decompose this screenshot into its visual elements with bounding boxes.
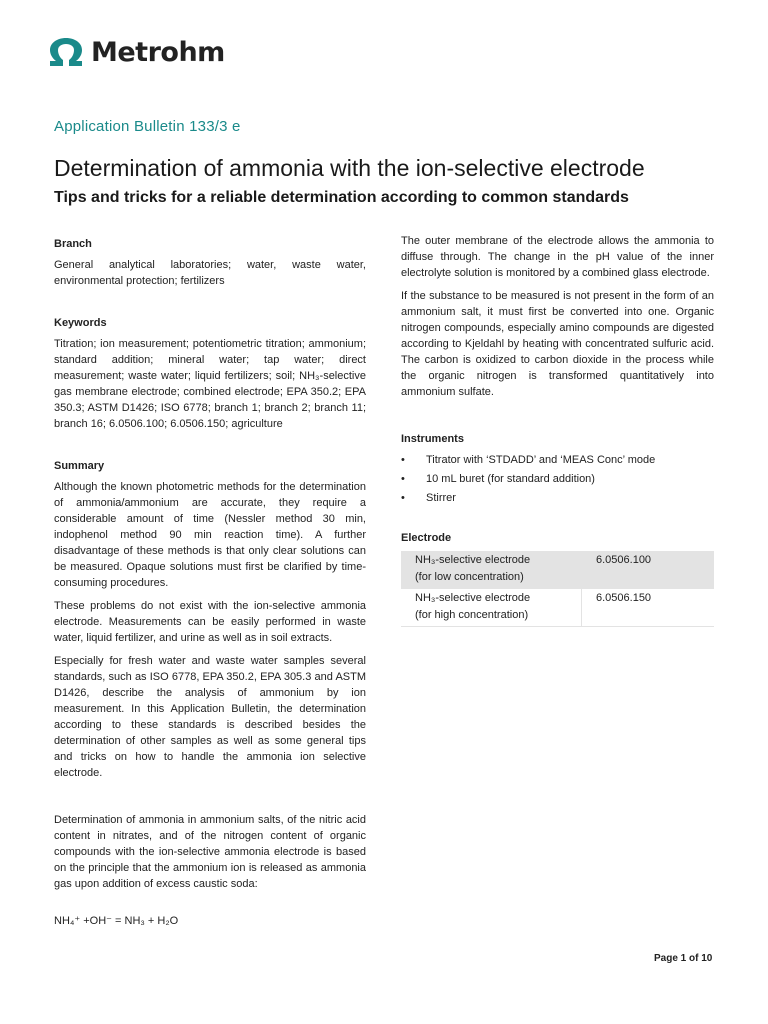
electrode-heading: Electrode	[401, 532, 452, 544]
electrode-name: NH₃-selective electrode	[415, 592, 531, 604]
summary-paragraph: Although the known photometric methods for the determination of ammonia/ammonium are accurate, they require a considerable amount of time (Nessler method 30 min, indophenol method 90 min reaction time). A further disadvantage of these methods is that only clear solutions can be measured. Opaque solutions must first be clarified by time-consuming procedures.	[54, 481, 366, 589]
principle-paragraph: Determination of ammonia in ammonium salts, of the nitric acid content in nitrates, and of the nitrogen content of organic compounds with the ion-selective ammonia electrode is based on the principle that the ammonium ion is released as ammonia gas upon addition of excess caustic soda:	[54, 814, 366, 890]
summary-paragraph: Especially for fresh water and waste water samples several standards, such as ISO 6778, EPA 350.2, EPA 305.3 and ASTM D1426, describe the analysis of ammonium by ion measurement. In this Application Bulletin, the determination according to these standards is described besides the determination of other samples as well as some general tips and tricks on how to handle the ammonia ion selective electrode.	[54, 655, 366, 779]
instruments-heading: Instruments	[401, 433, 464, 445]
document-subtitle: Tips and tricks for a reliable determination according to common standards	[54, 189, 629, 206]
membrane-paragraph: The outer membrane of the electrode allows the ammonia to diffuse through. The change in the pH value of the inner electrolyte solution is monitored by a combined glass electrode.	[401, 235, 714, 279]
instrument-label: Stirrer	[426, 492, 456, 504]
electrode-description	[401, 589, 582, 627]
bullet: •	[401, 492, 405, 504]
right-column	[401, 233, 714, 627]
electrode-table	[401, 551, 714, 627]
left-column	[54, 236, 366, 929]
page-number: Page 1 of 10	[654, 953, 713, 964]
table-row	[401, 551, 714, 589]
summary-paragraph: These problems do not exist with the ion-selective ammonia electrode. Measurements can be easily performed in waste water, liquid fertilizer, and urine as well as in soil extracts.	[54, 600, 366, 644]
branch-text: General analytical laboratories; water, waste water, environmental protection; fertilizers	[54, 259, 366, 287]
summary-heading: Summary	[54, 460, 105, 472]
bulletin-number: Application Bulletin 133/3 e	[54, 118, 241, 135]
keywords-text: Titration; ion measurement; potentiometric titration; ammonium; standard addition; mineral water; tap water; direct measurement; waste water; liquid fertilizers; soil; NH₃-selective gas membrane electrode; combined electrode; EPA 350.2; EPA 350.3; ASTM D1426; ISO 6778; branch 1; branch 2; branch 11; branch 16; 6.0506.100; 6.0506.150; agriculture	[54, 338, 366, 430]
electrode-description	[401, 551, 582, 589]
instruments-list	[401, 452, 714, 506]
list-item	[401, 471, 714, 487]
electrode-note: (for low concentration)	[415, 571, 524, 583]
reaction-formula: NH₄⁺ +OH⁻ = NH₃ + H₂O	[54, 915, 179, 927]
table-row	[401, 589, 714, 627]
document-title: Determination of ammonia with the ion-selective electrode	[54, 155, 645, 181]
electrode-code: 6.0506.100	[582, 551, 715, 589]
instrument-label: 10 mL buret (for standard addition)	[426, 473, 595, 485]
metrohm-logo	[47, 38, 225, 66]
logo-text: Metrohm	[91, 36, 225, 68]
electrode-note: (for high concentration)	[415, 609, 529, 621]
list-item	[401, 452, 714, 468]
conversion-paragraph: If the substance to be measured is not present in the form of an ammonium salt, it must first be converted into one. Organic nitrogen compounds, especially amino compounds are digested according to Kjeldahl by heating with concentrated sulfuric acid. The carbon is oxidized to carbon dioxide in the process while the organic nitrogen is transformed quantitatively into ammonium sulfate.	[401, 290, 714, 398]
bullet: •	[401, 473, 405, 485]
bullet: •	[401, 454, 405, 466]
metrohm-omega-logo-icon	[47, 38, 85, 66]
branch-heading: Branch	[54, 238, 92, 250]
electrode-name: NH₃-selective electrode	[415, 554, 531, 566]
list-item	[401, 490, 714, 506]
electrode-code: 6.0506.150	[582, 589, 715, 627]
instrument-label: Titrator with ‘STDADD’ and ‘MEAS Conc’ mode	[426, 454, 656, 466]
keywords-heading: Keywords	[54, 317, 107, 329]
